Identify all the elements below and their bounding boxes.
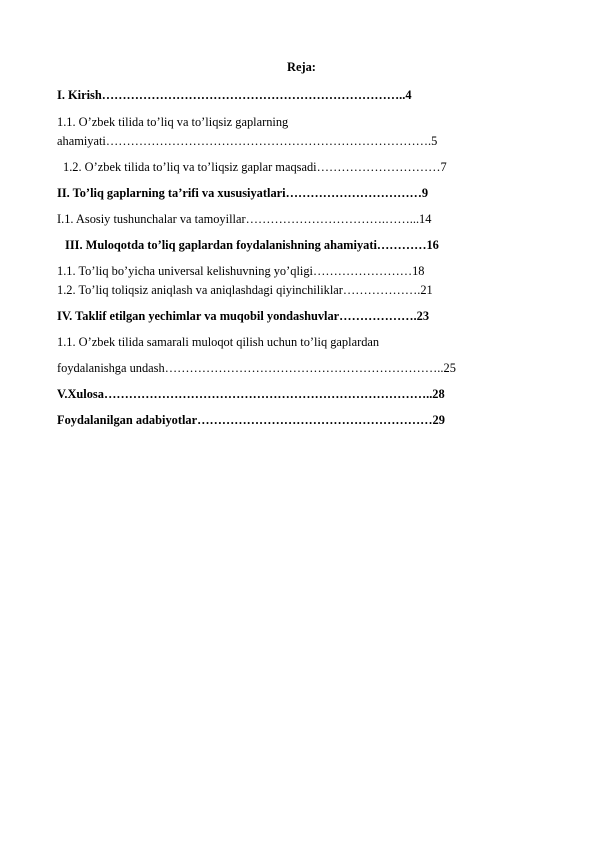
toc-entry-chapter-2-1: I.1. Asosiy tushunchalar va tamoyillar…………………………….……...14	[57, 212, 432, 226]
toc-entry-chapter-4: IV. Taklif etilgan yechimlar va muqobil yondashuvlar……………….23	[57, 309, 430, 323]
toc-entry-1-1-line-1: 1.1. O’zbek tilida to’liq va to’liqsiz gaplarning	[57, 115, 289, 129]
toc-entry-introduction: I. Kirish………………………………………………………………..4	[57, 88, 412, 102]
toc-entry-chapter-3-2: 1.2. To’liq toliqsiz aniqlash va aniqlashdagi qiyinchiliklar……………….21	[57, 283, 433, 297]
toc-entry-chapter-4-1-line-1: 1.1. O’zbek tilida samarali muloqot qilish uchun to’liq gaplardan	[57, 335, 380, 349]
toc-title: Reja:	[287, 60, 316, 74]
toc-entry-1-2: 1.2. O’zbek tilida to’liq va to’liqsiz gaplar maqsadi…………………………7	[63, 160, 447, 174]
toc-entry-chapter-2: II. To’liq gaplarning ta’rifi va xususiyatlari……………………………9	[57, 186, 429, 200]
toc-entry-conclusion: V.Xulosa……………………………………………………………………..28	[57, 387, 445, 401]
toc-entry-chapter-4-1-line-2: foydalanishga undash…………………………………………………………..25	[57, 361, 456, 375]
toc-entry-chapter-3-1: 1.1. To’liq bo’yicha universal kelishuvning yo’qligi……………………18	[57, 264, 425, 278]
toc-entry-1-1-line-2: ahamiyati…………………………………………………………………….5	[57, 134, 438, 148]
toc-entry-references: Foydalanilgan adabiyotlar…………………………………………………29	[57, 413, 445, 427]
toc-entry-chapter-3: III. Muloqotda to’liq gaplardan foydalanishning ahamiyati…………16	[65, 238, 439, 252]
